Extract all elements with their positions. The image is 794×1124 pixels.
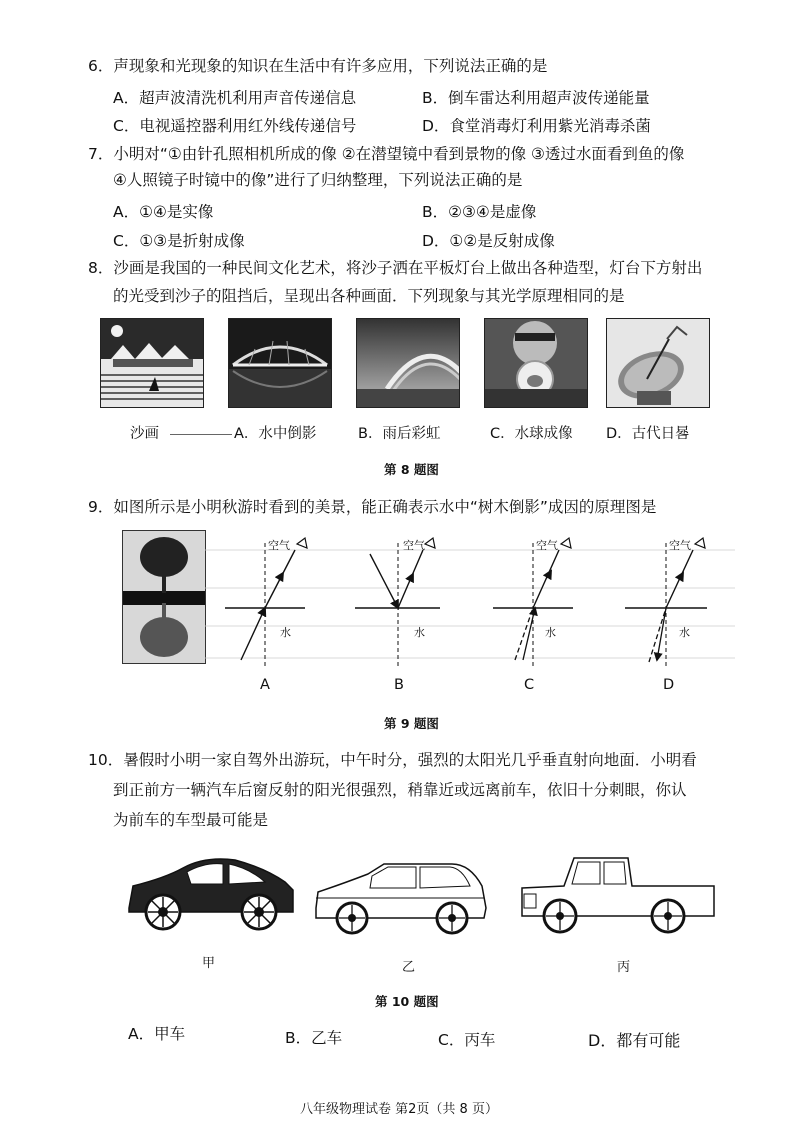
q8-stem-line2: 的光受到沙子的阻挡后，呈现出各种画面．下列现象与其光学原理相同的是 — [113, 287, 625, 305]
diagram-c-air-label: 空气 — [536, 539, 558, 552]
q8-stem-line1: 8．沙画是我国的一种民间文化艺术，将沙子洒在平板灯台上做出各种造型，灯台下方射出 — [88, 259, 703, 277]
q8-caption: 第 8 题图 — [384, 462, 439, 477]
sundial-image — [606, 318, 710, 408]
q7-stem-line1: 7．小明对“①由针孔照相机所成的像 ②在潜望镜中看到景物的像 ③透过水面看到鱼的像 — [88, 145, 685, 163]
diagram-a — [225, 538, 307, 668]
q10-caption: 第 10 题图 — [375, 994, 439, 1009]
sand-painting-image — [100, 318, 204, 408]
q10-option-a: A．甲车 — [128, 1025, 186, 1043]
water-reflection-image — [228, 318, 332, 408]
q7-option-a: A．①④是实像 — [113, 203, 214, 221]
q7-option-b: B．②③④是虚像 — [422, 203, 537, 221]
q9-option-b-label: B — [394, 677, 404, 693]
diagram-a-water-label: 水 — [280, 626, 291, 639]
diagram-a-air-label: 空气 — [268, 539, 290, 552]
q10-option-d: D．都有可能 — [588, 1031, 681, 1050]
diagram-b-water-label: 水 — [414, 626, 425, 639]
q6-option-c: C．电视遥控器利用红外线传递信号 — [113, 117, 357, 135]
car-jia-sedan — [125, 850, 300, 940]
car-yi-hatchback — [312, 858, 492, 943]
q9-stem: 9．如图所示是小明秋游时看到的美景，能正确表示水中“树木倒影”成因的原理图是 — [88, 498, 657, 516]
q10-stem-line3: 为前车的车型最可能是 — [113, 811, 269, 829]
q9-caption: 第 9 题图 — [384, 716, 439, 731]
q7-stem-line2: ④人照镜子时镜中的像”进行了归纳整理，下列说法正确的是 — [113, 171, 523, 189]
q9-option-c-label: C — [524, 677, 535, 693]
q10-stem-line1: 10．暑假时小明一家自驾外出游玩，中午时分，强烈的太阳光几乎垂直射向地面．小明看 — [88, 751, 697, 769]
diagram-d-air-label: 空气 — [669, 539, 691, 552]
diagram-d-water-label: 水 — [679, 626, 690, 639]
q6-option-a: A．超声波清洗机利用声音传递信息 — [113, 89, 357, 107]
q8-divider — [170, 434, 232, 435]
car-label-yi: 乙 — [402, 960, 416, 975]
diagram-b-air-label: 空气 — [403, 539, 425, 552]
car-label-jia: 甲 — [202, 956, 216, 971]
diagram-b — [355, 538, 440, 668]
q8-label-sand: 沙画 — [130, 426, 159, 442]
q10-option-b: B．乙车 — [285, 1029, 343, 1047]
q8-label-a: A．水中倒影 — [234, 426, 317, 442]
q8-label-b: B．雨后彩虹 — [358, 426, 441, 442]
page-footer: 八年级物理试卷 第2页（共 8 页） — [300, 1102, 498, 1117]
q6-stem: 6．声现象和光现象的知识在生活中有许多应用，下列说法正确的是 — [88, 57, 548, 75]
q9-option-a-label: A — [260, 677, 270, 693]
q6-option-b: B．倒车雷达利用超声波传递能量 — [422, 89, 650, 107]
q8-label-c: C．水球成像 — [490, 426, 573, 442]
q10-stem-line2: 到正前方一辆汽车后窗反射的阳光很强烈，稍靠近或远离前车，依旧十分刺眼，你认 — [113, 781, 687, 799]
car-label-bing: 丙 — [617, 960, 631, 975]
diagram-d — [625, 538, 707, 668]
rainbow-image — [356, 318, 460, 408]
q7-option-d: D．①②是反射成像 — [422, 232, 555, 250]
q7-option-c: C．①③是折射成像 — [113, 232, 245, 250]
water-ball-image — [484, 318, 588, 408]
diagram-c — [493, 538, 573, 668]
q6-option-d: D．食堂消毒灯利用紫光消毒杀菌 — [422, 117, 651, 135]
diagram-c-water-label: 水 — [545, 626, 556, 639]
q8-label-d: D．古代日晷 — [606, 426, 690, 442]
tree-reflection-photo — [122, 530, 206, 664]
q9-option-d-label: D — [663, 677, 675, 693]
car-bing-pickup — [518, 850, 720, 940]
q10-option-c: C．丙车 — [438, 1031, 496, 1049]
